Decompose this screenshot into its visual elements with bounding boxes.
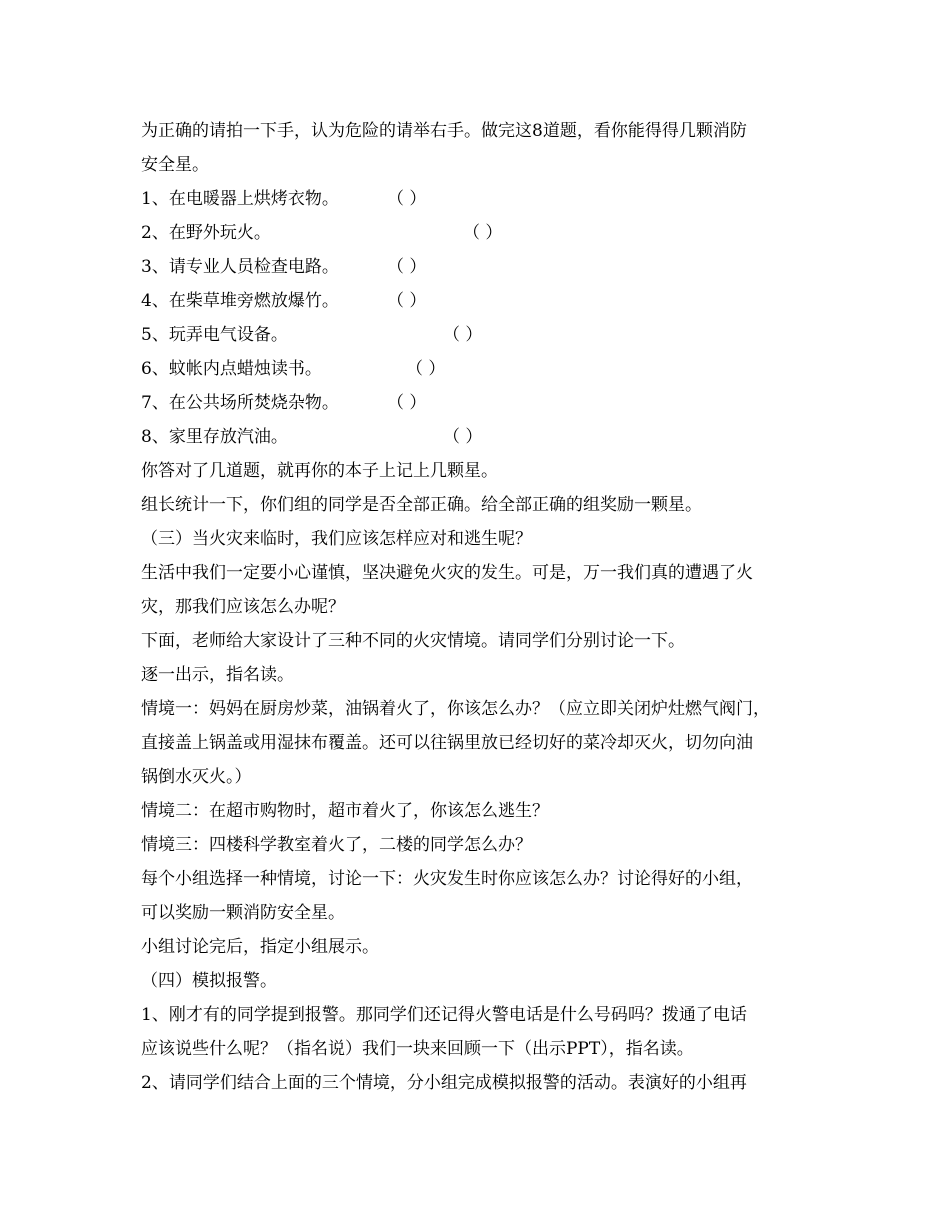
- quiz-answer-blank-2: （ ）: [463, 223, 503, 243]
- section-3-paragraph-1-line-1: 生活中我们一定要小心谨慎，坚决避免火灾的发生。可是，万一我们真的遭遇了火: [141, 563, 753, 583]
- section-3-paragraph-1-line-2: 灾，那我们应该怎么办呢？: [141, 597, 345, 617]
- section-4-heading: （四）模拟报警。: [141, 971, 277, 991]
- quiz-answer-blank-8: （ ）: [443, 427, 483, 447]
- quiz-answer-blank-4: （ ）: [387, 291, 427, 311]
- quiz-item-8: 8、家里存放汽油。: [141, 427, 288, 447]
- intro-text-line-2: 安全星。: [141, 155, 209, 175]
- intro-text-line-1: 为正确的请拍一下手，认为危险的请举右手。做完这8道题，看你能得得几颗消防: [141, 121, 747, 141]
- quiz-item-3: 3、请专业人员检查电路。: [141, 257, 339, 277]
- section-4-item-1-line-2: 应该说些什么呢？（指名说）我们一块来回顾一下（出示PPT），指名读。: [141, 1039, 694, 1059]
- scene-2: 情境二：在超市购物时，超市着火了，你该怎么逃生？: [141, 801, 549, 821]
- section-3-paragraph-2: 下面，老师给大家设计了三种不同的火灾情境。请同学们分别讨论一下。: [141, 631, 685, 651]
- group-discussion-line-1: 每个小组选择一种情境，讨论一下：火灾发生时你应该怎么办？讨论得好的小组，: [141, 869, 753, 889]
- quiz-item-2: 2、在野外玩火。: [141, 223, 271, 243]
- quiz-answer-blank-1: （ ）: [387, 189, 427, 209]
- quiz-item-4: 4、在柴草堆旁燃放爆竹。: [141, 291, 339, 311]
- quiz-item-6: 6、蚊帐内点蜡烛读书。: [141, 359, 322, 379]
- quiz-answer-blank-6: （ ）: [406, 359, 446, 379]
- group-discussion-line-2: 可以奖励一颗消防安全星。: [141, 903, 345, 923]
- group-presentation: 小组讨论完后，指定小组展示。: [141, 937, 379, 957]
- scene-3: 情境三：四楼科学教室着火了，二楼的同学怎么办？: [141, 835, 532, 855]
- section-3-heading: （三）当火灾来临时，我们应该怎样应对和逃生呢？: [141, 529, 532, 549]
- section-4-item-1-line-1: 1、刚才有的同学提到报警。那同学们还记得火警电话是什么号码吗？拨通了电话: [141, 1005, 747, 1025]
- scene-1-line-2: 直接盖上锅盖或用湿抹布覆盖。还可以往锅里放已经切好的菜冷却灭火，切勿向油: [141, 733, 753, 753]
- paragraph-after-quiz-2: 组长统计一下，你们组的同学是否全部正确。给全部正确的组奖励一颗星。: [141, 495, 702, 515]
- scene-1-line-1: 情境一：妈妈在厨房炒菜，油锅着火了，你该怎么办？（应立即关闭炉灶燃气阀门，: [141, 699, 770, 719]
- quiz-answer-blank-3: （ ）: [387, 257, 427, 277]
- section-4-item-2-line-1: 2、请同学们结合上面的三个情境，分小组完成模拟报警的活动。表演好的小组再: [141, 1073, 747, 1093]
- quiz-item-7: 7、在公共场所焚烧杂物。: [141, 393, 339, 413]
- quiz-answer-blank-7: （ ）: [387, 393, 427, 413]
- scene-1-line-3: 锅倒水灭火。）: [141, 767, 252, 787]
- quiz-item-1: 1、在电暖器上烘烤衣物。: [141, 189, 339, 209]
- quiz-answer-blank-5: （ ）: [443, 325, 483, 345]
- section-3-paragraph-3: 逐一出示，指名读。: [141, 665, 294, 685]
- paragraph-after-quiz-1: 你答对了几道题，就再你的本子上记上几颗星。: [141, 461, 498, 481]
- quiz-item-5: 5、玩弄电气设备。: [141, 325, 288, 345]
